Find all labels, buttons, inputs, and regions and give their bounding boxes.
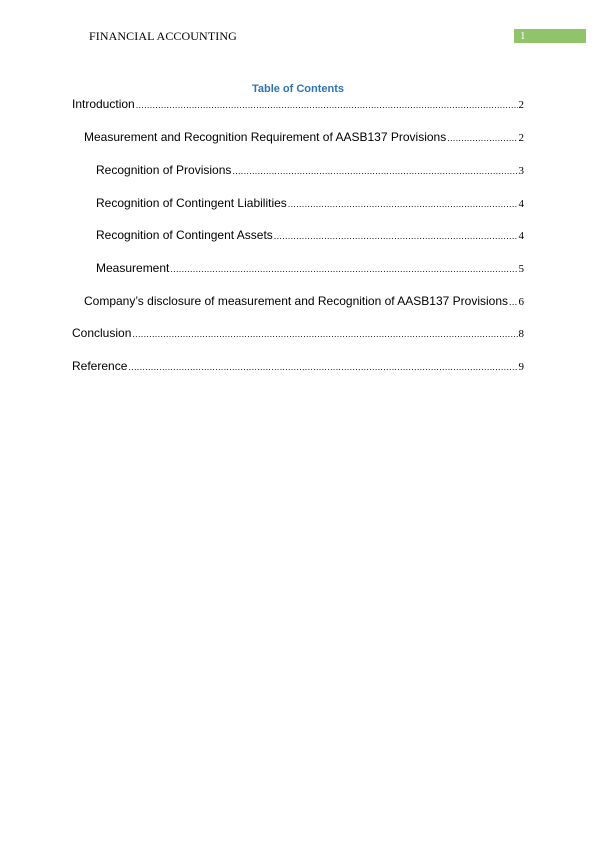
toc-entry-page: 4	[518, 230, 524, 242]
toc-entry-page: 8	[518, 328, 524, 340]
toc-entry-page: 2	[518, 132, 524, 144]
toc-dot-leader	[132, 327, 517, 341]
toc-entry-label: Measurement	[96, 261, 170, 275]
toc-entry-label: Recognition of Contingent Assets	[96, 228, 273, 242]
toc-entry-page: 5	[518, 263, 524, 275]
toc-entry-page: 6	[518, 296, 524, 308]
toc-entry-contingent-liabilities[interactable]	[96, 196, 524, 211]
toc-dot-leader	[128, 360, 517, 374]
toc-entry-label: Recognition of Provisions	[96, 163, 232, 177]
toc-entry-measurement[interactable]	[96, 261, 524, 276]
toc-entry-company-disclosure[interactable]	[84, 294, 524, 309]
toc-entry-page: 2	[518, 99, 524, 111]
header-title: FINANCIAL ACCOUNTING	[89, 29, 237, 43]
toc-dot-leader	[232, 164, 517, 178]
toc-dot-leader	[170, 262, 517, 276]
toc-dot-leader	[447, 131, 517, 145]
toc-entry-measurement-recognition-requirement[interactable]	[84, 130, 524, 145]
toc-entry-label: Company’s disclosure of measurement and Recognition of AASB137 Provisions	[84, 294, 509, 308]
toc-entry-label: Reference	[72, 359, 128, 373]
toc-entry-page: 9	[518, 361, 524, 373]
toc-dot-leader	[288, 197, 518, 211]
toc-entry-contingent-assets[interactable]	[96, 228, 524, 243]
toc-heading: Table of Contents	[251, 83, 345, 95]
toc-dot-leader	[136, 98, 518, 112]
page-number: 1	[520, 30, 526, 42]
toc-entry-page: 3	[518, 165, 524, 177]
page-number-badge	[514, 29, 586, 43]
toc-entry-label: Measurement and Recognition Requirement of AASB137 Provisions	[84, 130, 447, 144]
toc-entry-label: Conclusion	[72, 326, 132, 340]
toc-entry-conclusion[interactable]	[72, 326, 524, 341]
toc-entry-recognition-of-provisions[interactable]	[96, 163, 524, 178]
toc-dot-leader	[509, 295, 517, 309]
toc-entry-label: Recognition of Contingent Liabilities	[96, 196, 287, 210]
toc-entry-page: 4	[518, 198, 524, 210]
toc-entry-reference[interactable]	[72, 359, 524, 374]
toc-entry-introduction[interactable]	[72, 97, 524, 112]
toc-entry-label: Introduction	[72, 97, 135, 111]
toc-dot-leader	[274, 229, 518, 243]
